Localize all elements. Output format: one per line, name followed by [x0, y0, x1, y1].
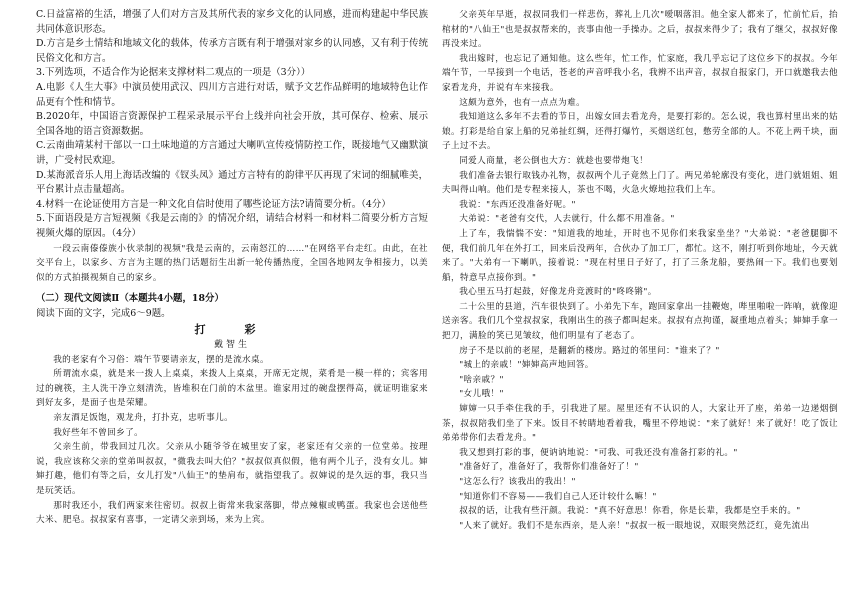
left-column: [36, 8, 428, 528]
story-paragraph: 二十公里的县道，汽车很快到了。小弟先下车，跑回家拿出一挂鞭炮，哔里啪啦一阵响，就像迎送亲客。我们几个堂叔叔家，我刚出生的孩子都叫起来。叔叔有点拘谨，凝重地点着头；婶婶手拿一把刀，满脸的笑已见皱纹，他们明显有了老态了。: [442, 301, 838, 342]
story-paragraph: 这颇为意外，也有一点点为难。: [459, 97, 586, 108]
story-author: 戴智生: [213, 340, 250, 351]
q5-passage: 一段云南傣傣族小伙录制的视频"我是云南的，云南怒江的……"在网络平台走红。由此，在社交平台上，以家乡、方言为主题的热门话题衍生出新一轮传播热度，全国各地网友争相接力，以美似的方式拍摄视频自己的家乡。: [36, 243, 428, 283]
story-paragraph: 我的老家有个习俗：端午节要请亲友，摆的是流水桌。: [53, 354, 270, 365]
story-paragraph: 叔叔的话，让我有些汗颜。我说："真不好意思！你看，你是长辈，我都是空手来的。": [459, 506, 801, 517]
story-dialogue: "准备好了，准备好了，我帮你们准备好了！": [459, 462, 639, 473]
story-paragraph: 我心里五马打起鼓，好像龙舟竞渡时的"咚咚锵"。: [459, 287, 657, 298]
question-4: 4.材料一在论证使用方言是一种文化自信时使用了哪些论证方法?请简要分析。（4分）: [36, 198, 391, 210]
story-dialogue: 我说："东西还没准备好呢。": [459, 199, 576, 210]
story-paragraph: 房子不是以前的老屋，是翻新的楼房。路过的邻里问："谁来了？": [459, 345, 720, 356]
story-paragraph: 父亲英年早逝，叔叔同我们一样悲伤，葬礼上几次"嗳咽落泪。他全家人都来了，忙前忙后，抬棺材的"八仙王"也是叔叔帮来的，丧事由他一手操办。之后，叔叔来得少了；我有了继父，叔叔好像再没来过。: [442, 10, 838, 50]
story-paragraph: 我们准备去银行取钱办礼物，叔叔两个儿子竟然上门了。两兄弟轮廓没有变化，进门就姐姐、姐夫叫得山响。他们是专程来接人，茶也不喝，火急火燎地拉我们上车。: [442, 170, 838, 196]
story-paragraph: 同爱人商量，老公倒也大方：就趁也要带炮飞！: [459, 155, 649, 166]
section-instruction: 阅读下面的文字，完成6～9题。: [36, 307, 171, 319]
story-paragraph: "人来了就好。我们不是东西亲，是人亲！"叔叔一板一眼地说，双眼突然泛红，竟先流出: [459, 520, 810, 531]
story-dialogue: "知道你们不容易——我们自己人还计较什么嘛！": [459, 491, 657, 502]
story-dialogue: 大弟说："老爸有交代，人去就行，什么都不用准备。": [459, 214, 675, 225]
story-title: 打 彩: [194, 323, 270, 337]
story-paragraph: 亲友酒足饭饱，观龙舟，打扑克，忠听事儿。: [53, 413, 234, 424]
story-dialogue: "女儿哦！": [459, 389, 504, 400]
q3-stem: 3.下列选项，不适合作为论据来支撑材料二观点的一项是（3分））: [36, 67, 311, 79]
story-dialogue: "啥亲戚？": [459, 374, 504, 385]
story-paragraph: 我出嫁时，也忘记了通知他。这么些年，忙工作，忙家庭，我几乎忘记了这位乡下的叔叔。今年端午节，一早接到一个电话，苍老的声音呼我小名，我辨不出声音，叔叔自报家门，开口就邀我去他家看龙舟，并说有车来接我。: [442, 53, 838, 93]
q2-option-c: C.日益富裕的生活，增强了人们对方言及其所代表的家乡文化的认同感，进而构建起中华民族共同体意识形态。: [36, 9, 428, 35]
story-paragraph: 上了车，我惴惴不安："知道我的地址，开时也不见你们来我家坐坐？"大弟说："老爸腿脚不便，我们前几年在外打工，回来后没两年，合伙办了加工厂，都忙。这不，刚打听到你地址，今天就来了。"大弟有一下喇叭，接着说："现在村里日子好了，打了三条龙船，要热闹一下。我们也要划船，特意早点接你到。": [442, 228, 838, 283]
story-dialogue: 我又想到打彩的事，便讷讷地说："可我、可我还没有准备打彩的礼。": [459, 447, 738, 458]
story-paragraph: 我知道这么多年不去看的节日，出嫁女回去看龙舟，是要打彩的。怎么说，我也算村里出来的姑娘。打彩是给自家上船的兄弟扯红绸，还得打爆竹，买烟送红包，憋劳全部的人。不花上两千块，面子上过不去。: [442, 112, 838, 152]
section-heading: （二）现代文阅读Ⅱ（本题共4小题，18分）: [36, 293, 224, 305]
q3-option-a: A.电影《人生大事》中演员使用武汉、四川方言进行对话，赋予文艺作品鲜明的地域特色让作品更有个性和情节。: [36, 81, 428, 108]
story-paragraph: 那时我还小，我们两家来往密切。叔叔上街常来我家落脚，带点辣椒或鸭蛋。我家也会送他些大米、肥皂。叔叔家有喜事，一定请父亲到场，来为上宾。: [36, 500, 428, 526]
q2-option-d: D.方言是乡土情结和地域文化的载体，传承方言既有利于增强对家乡的认同感，又有利于传统民俗文化和方言。: [36, 38, 428, 64]
story-paragraph: 所谓流水桌，就是来一拨人上桌桌，来拨人上桌桌，开席无定规，菜肴是一模一样的；宾客用过的碗筷，主人洗干净立刻清洗，皆堆积在门前的木盆里。谁家用过的碗盘摆得高，就证明谁家来到好友多，是面子也是荣耀。: [36, 369, 428, 409]
story-dialogue: "这怎么行？该我出的我出！": [459, 477, 576, 487]
question-5: 5.下面语段是方言短视频《我是云南的》的情况介绍，请结合材料一和材料二简要分析方言短视频火爆的原因。（4分）: [36, 213, 428, 239]
q3-option-c: C.云南曲靖某村干部以一口土味地道的方言通过大喇叭宣传疫情防控工作，既接地气又幽默演讲，广受村民欢迎。: [36, 140, 428, 166]
right-column: [442, 8, 838, 533]
story-dialogue: "城上的亲戚！"婶婶高声地回答。: [459, 360, 594, 371]
story-paragraph: 父亲生前，带我回过几次。父亲从小随爷爷在城里安了家，老家还有父亲的一位堂弟。按理说，我应该称父亲的堂弟叫叔叔，"微我去叫大伯？"叔叔似真似假，他有两个儿子，没有女儿。婶婶打趣，他们有等之后，女儿打发"八仙王"的垫肩布，就指望我了。叔婶说的是久远的事，我只当是玩笑话。: [36, 442, 428, 496]
q3-option-b: B.2020年，中国语言资源保护工程采录展示平台上线并向社会开放，其可保存、检索、展示全国各地的语言资源数据。: [36, 111, 428, 137]
story-paragraph: 婶婶一只手牵住我的手，引我进了屋。屋里还有不认识的人，大家让开了座，弟弟一边递烟倒茶，叔叔陪我们坐了下来。饭目不转睛地看着我，嘴里不停地说："来了就好！来了就好！吃了饭让弟弟带你们去看龙舟。": [442, 404, 838, 444]
q3-option-d: D.某海派音乐人用上海话改编的《钗头凤》通过方言特有的韵律平仄再现了宋词的细腻唯美，平台累计点击量超高。: [36, 169, 428, 196]
story-paragraph: 我好些年不曾回乡了。: [53, 427, 144, 438]
